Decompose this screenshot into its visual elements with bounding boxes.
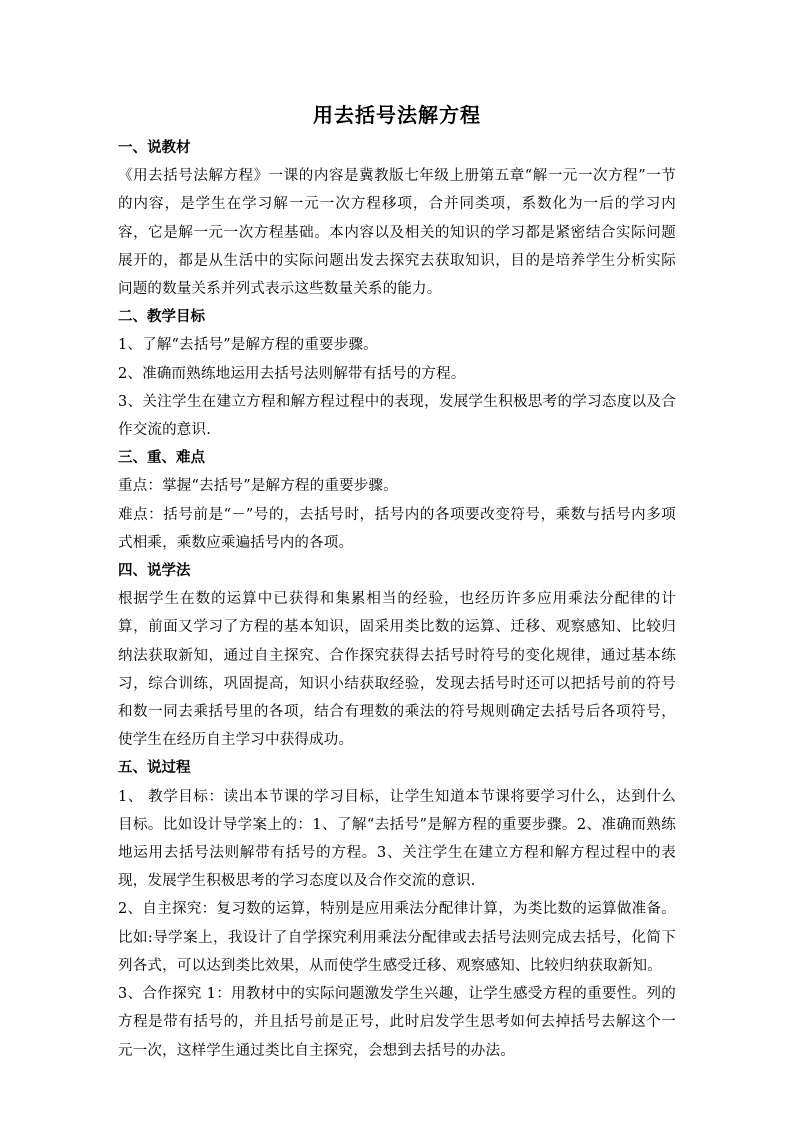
paragraph: 《用去括号法解方程》一课的内容是冀教版七年级上册第五章“解一元一次方程”一节的内容，是学生在学习解一元一次方程移项，合并同类项，系数化为一后的学习内容，它是解一元一次方程基础。本内容以及相关的知识的学习都是紧密结合实际问题展开的，都是从生活中的实际问题出发去探究去获取知识，目的是培养学生分析实际问题的数量关系并列式表示这些数量关系的能力。 <box>118 168 676 298</box>
paragraph: 重点：掌握“去括号”是解方程的重要步骤。 <box>118 478 398 495</box>
paragraph: 1、 教学目标：读出本节课的学习目标，让学生知道本节课将要学习什么，达到什么目标。比如设计导学案上的：1、了解“去括号”是解方程的重要步骤。2、准确而熟练地运用去括号法则解带有括号的方程。3、关注学生在建立方程和解方程过程中的表现，发展学生积极思考的学习态度以及合作交流的意识. <box>118 788 676 890</box>
section-heading: 三、重、难点 <box>118 449 205 467</box>
document-page <box>118 100 676 1065</box>
section-heading: 一、说教材 <box>118 139 191 156</box>
document-title: 用去括号法解方程 <box>313 103 481 127</box>
section-heading: 五、说过程 <box>118 759 191 777</box>
section-heading: 二、教学目标 <box>118 308 205 326</box>
section-learning-methods <box>118 557 676 754</box>
paragraph: 根据学生在数的运算中已获得和集累相当的经验，也经历许多应用乘法分配律的计算，前面又学习了方程的基本知识，固采用类比数的运算、迁移、观察感知、比较归纳法获取新知，通过自主探究、合作探究获得去括号时符号的变化规律，通过基本练习，综合训练，巩固提高，知识小结获取经验，发现去括号时还可以把括号前的符号和数一同去乘括号里的各项，结合有理数的乘法的符号规则确定去括号后各项符号，使学生在经历自主学习中获得成功。 <box>118 591 676 749</box>
section-process <box>118 754 676 1064</box>
section-teaching-material <box>118 134 676 303</box>
paragraph: 难点：括号前是“－”号的，去括号时，括号内的各项要改变符号，乘数与括号内多项式相乘，乘数应乘遍括号内的各项。 <box>118 506 676 551</box>
paragraph: 2、准确而熟练地运用去括号法则解带有括号的方程。 <box>118 365 466 382</box>
paragraph: 3、关注学生在建立方程和解方程过程中的表现，发展学生积极思考的学习态度以及合作交流的意识. <box>118 393 676 439</box>
paragraph: 2、自主探究：复习数的运算，特别是应用乘法分配律计算，为类比数的运算做准备。比如:导学案上，我设计了自学探究利用乘法分配律或去括号法则完成去括号，化简下列各式，可以达到类比效果，从而使学生感受迁移、观察感知、比较归纳获取新知。 <box>118 901 676 974</box>
paragraph: 1、了解“去括号”是解方程的重要步骤。 <box>118 337 378 354</box>
paragraph: 3、合作探究 1：用教材中的实际问题激发学生兴趣，让学生感受方程的重要性。列的方程是带有括号的，并且括号前是正号，此时启发学生思考如何去掉括号去解这个一元一次，这样学生通过类比自主探究，会想到去括号的办法。 <box>118 986 676 1059</box>
section-heading: 四、说学法 <box>118 562 191 580</box>
section-teaching-goals <box>118 303 676 444</box>
section-key-points <box>118 444 676 557</box>
